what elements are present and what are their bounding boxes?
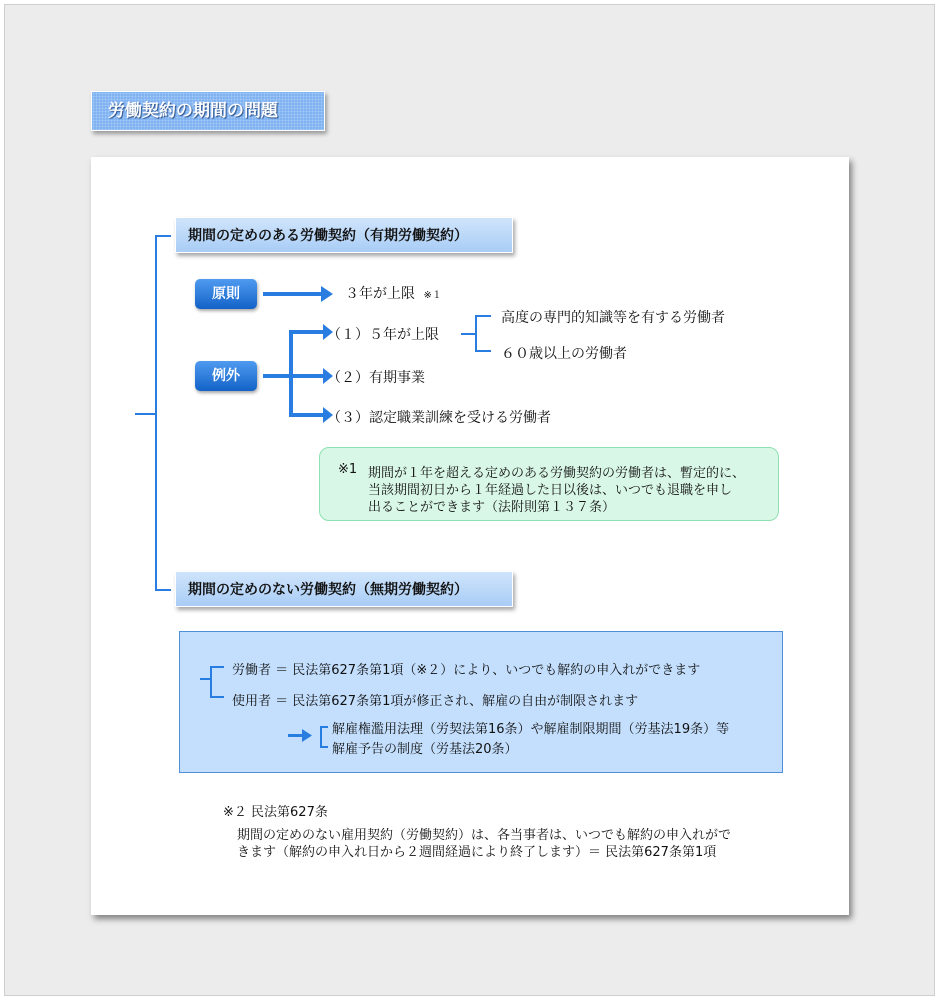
- worker-rule: 労働者 ＝ 民法第627条第1項（※２）により、いつでも解約の申入れができます: [232, 663, 701, 678]
- target-age-60: ６０歳以上の労働者: [501, 346, 627, 362]
- target-highly-skilled: 高度の専門的知識等を有する労働者: [501, 310, 725, 326]
- box-bracket-top: [210, 666, 224, 668]
- exception-badge: 例外: [195, 361, 257, 391]
- exception-item-1: （１）５年が上限: [327, 327, 439, 343]
- principle-arrow: [263, 284, 335, 304]
- restriction-2: 解雇予告の制度（労基法20条）: [332, 742, 518, 757]
- sub-bracket-top: [475, 315, 491, 317]
- restriction-bracket-vertical: [320, 726, 322, 748]
- note-2-line-1: 期間の定めのない雇用契約（労働契約）は、各当事者は、いつでも解約の申入れがで: [237, 828, 732, 843]
- principle-text: [345, 283, 442, 303]
- outer-frame: [4, 4, 935, 996]
- restriction-1: 解雇権濫用法理（労契法第16条）や解雇制限期間（労基法19条）等: [332, 722, 730, 737]
- exception-item-3: （３）認定職業訓練を受ける労働者: [327, 410, 551, 426]
- main-bracket-top: [155, 235, 171, 237]
- box-bracket-vertical: [210, 666, 212, 698]
- page-title: 労働契約の期間の問題: [91, 91, 325, 131]
- main-bracket-bottom: [155, 589, 171, 591]
- note-1-box: [319, 447, 779, 521]
- principle-limit: ３年が上限: [345, 286, 415, 302]
- note-1-line-2: 当該期間初日から１年経過した日以後は、いつでも退職を申し: [368, 483, 733, 498]
- restriction-bracket-top: [320, 726, 328, 728]
- content-panel: [91, 157, 849, 915]
- note-1-line-1: 期間が１年を超える定めのある労働契約の労働者は、暫定的に、: [368, 466, 746, 481]
- note-1-mark: ※1: [338, 462, 358, 477]
- note-2-line-2: きます（解約の申入れ日から２週間経過により終了します）＝ 民法第627条第1項: [237, 845, 717, 860]
- exception-item-2: （２）有期事業: [327, 370, 425, 386]
- fixed-term-heading: 期間の定めのある労働契約（有期労働契約）: [175, 217, 513, 253]
- exception-arrows: [257, 317, 337, 427]
- sub-bracket-bottom: [475, 350, 491, 352]
- indefinite-box: [179, 631, 783, 773]
- main-bracket-vertical: [155, 235, 157, 591]
- principle-note-mark: ※１: [423, 290, 442, 301]
- principle-badge: 原則: [195, 279, 257, 309]
- note-1-line-3: 出ることができます（法附則第１３７条）: [368, 500, 616, 515]
- indefinite-heading: 期間の定めのない労働契約（無期労働契約）: [175, 571, 513, 607]
- restriction-bracket-bottom: [320, 746, 328, 748]
- bracket-stub: [135, 413, 157, 415]
- sub-bracket-vertical: [475, 315, 477, 352]
- note-2-title: ※２ 民法第627条: [223, 805, 328, 820]
- employer-rule: 使用者 ＝ 民法第627条第1項が修正され、解雇の自由が制限されます: [232, 694, 639, 709]
- box-bracket-bottom: [210, 696, 224, 698]
- restriction-arrow: [288, 728, 314, 744]
